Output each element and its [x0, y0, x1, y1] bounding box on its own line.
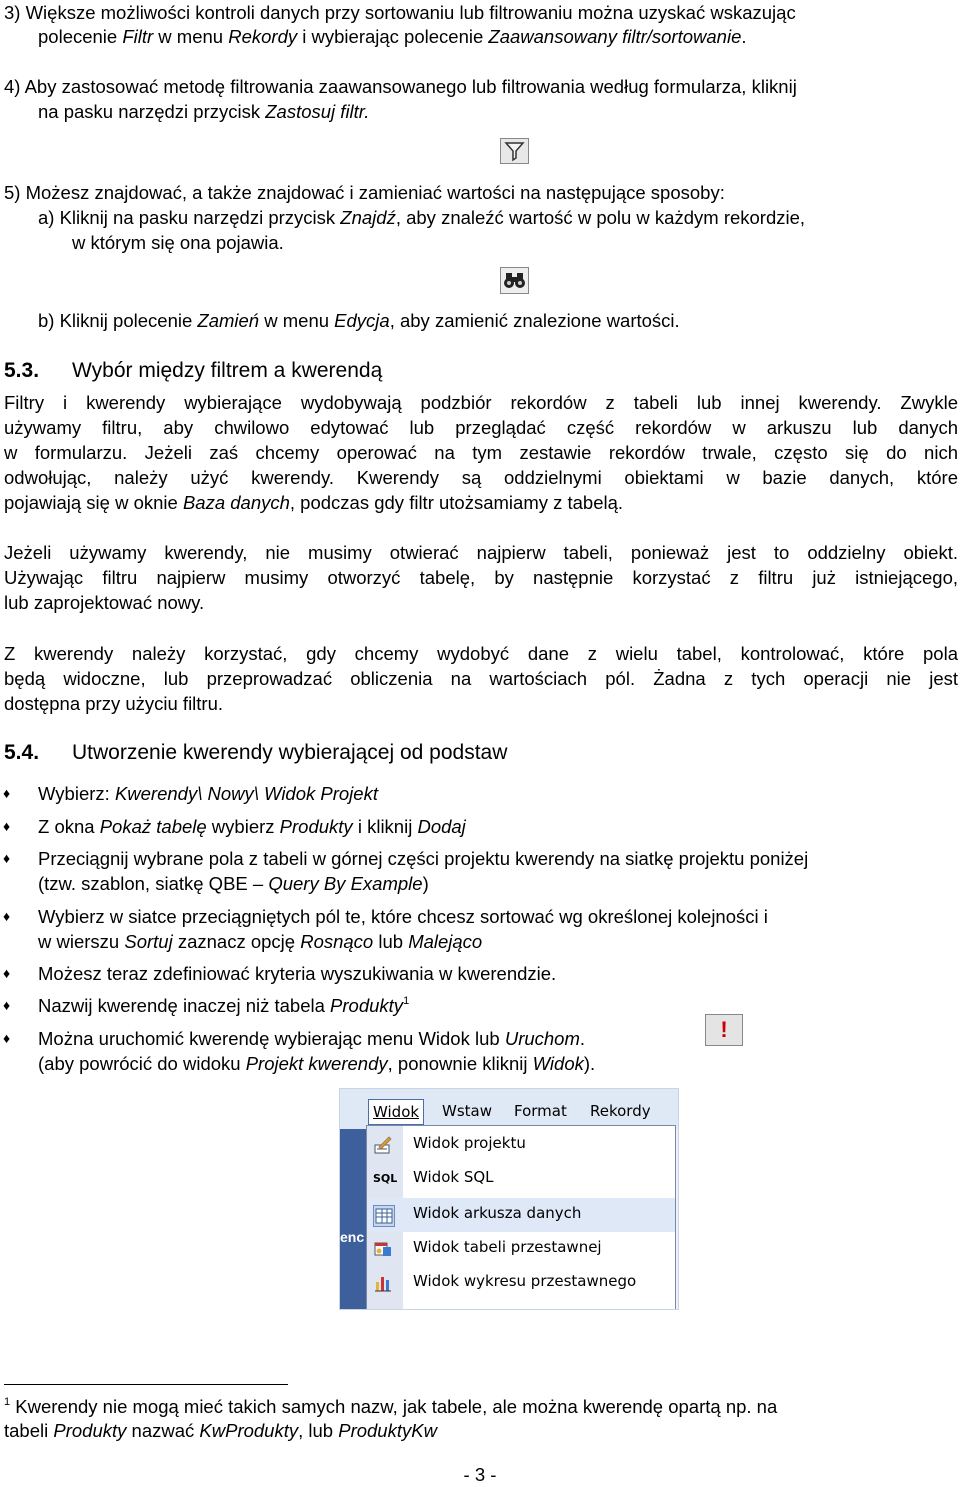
item5-a-line2: w którym się ona pojawia.: [72, 232, 284, 253]
menu-item-pivot-table-view[interactable]: Widok tabeli przestawnej: [367, 1232, 675, 1266]
filter-icon: [500, 138, 529, 164]
section-53-heading: 5.3. Wybór między filtrem a kwerendą: [4, 359, 383, 382]
menu-rekordy[interactable]: Rekordy: [590, 1102, 651, 1120]
menu-widok[interactable]: Widok: [368, 1099, 424, 1125]
step-2: Z okna Pokaż tabelę wybierz Produkty i kliknij Dodaj: [38, 816, 466, 837]
item5-b: b) Kliknij polecenie Zamień w menu Edycja, aby zamienić znalezione wartości.: [38, 310, 680, 331]
step-6: Nazwij kwerendę inaczej niż tabela Produkty$^1$: [38, 995, 410, 1016]
bullet-icon: ♦: [3, 818, 11, 834]
bullet-icon: ♦: [3, 1030, 11, 1046]
step-7-line2: (aby powrócić do widoku Projekt kwerendy, ponownie kliknij Widok).: [38, 1053, 596, 1074]
footnote-line1: $^1$ Kwerendy nie mogą mieć takich samych nazw, jak tabele, ale można kwerendę opartą np. na: [4, 1396, 778, 1417]
item3-line2: polecenie Filtr w menu Rekordy i wybierając polecenie Zaawansowany filtr/sortowanie.: [38, 26, 747, 47]
step-4-line1: Wybierz w siatce przeciągniętych pól te, które chcesz sortować wg określonej kolejności i: [38, 906, 768, 927]
design-view-icon: [373, 1135, 393, 1155]
item5-a-line1: a) Kliknij na pasku narzędzi przycisk Znajdź, aby znaleźć wartość w polu w każdym rekordzie,: [38, 207, 806, 228]
step-7-line1: Można uruchomić kwerendę wybierając menu Widok lub Uruchom.: [38, 1028, 586, 1049]
section-54-heading: 5.4. Utworzenie kwerendy wybierającej od podstaw: [4, 741, 508, 764]
pivot-chart-icon: [373, 1273, 393, 1293]
menu-item-pivot-chart-view[interactable]: Widok wykresu przestawnego: [367, 1266, 675, 1300]
sql-icon: SQL: [373, 1172, 398, 1185]
step-3-line1: Przeciągnij wybrane pola z tabeli w górnej części projektu kwerendy na siatkę projektu poniżej: [38, 848, 809, 869]
bullet-icon: ♦: [3, 908, 11, 924]
step-1: Wybierz: Kwerendy\ Nowy\ Widok Projekt: [38, 783, 378, 804]
step-4-line2: w wierszu Sortuj zaznacz opcję Rosnąco lub Malejąco: [38, 931, 483, 952]
view-menu-screenshot: [339, 1088, 679, 1310]
menu-item-datasheet-view[interactable]: Widok arkusza danych: [367, 1198, 675, 1232]
item4-line1: 4) Aby zastosować metodę filtrowania zaawansowanego lub filtrowania według formularza, kliknij: [4, 76, 797, 97]
footnote-line2: tabeli Produkty nazwać KwProdukty, lub ProduktyKw: [4, 1420, 437, 1441]
bullet-icon: ♦: [3, 997, 11, 1013]
bullet-icon: ♦: [3, 785, 11, 801]
run-icon: !: [705, 1014, 743, 1046]
step-5: Możesz teraz zdefiniować kryteria wyszukiwania w kwerendzie.: [38, 963, 557, 984]
item4-line2: na pasku narzędzi przycisk Zastosuj filtr.: [38, 101, 370, 122]
binoculars-icon: [500, 267, 529, 294]
step-3-line2: (tzw. szablon, siatkę QBE – Query By Example): [38, 873, 429, 894]
menu-item-design-view[interactable]: Widok projektu: [367, 1128, 675, 1162]
menu-format[interactable]: Format: [514, 1102, 567, 1120]
footnote-separator: [4, 1384, 288, 1385]
menu-bar: [340, 1089, 679, 1129]
section53-para3: Z kwerendy należy korzystać, gdy chcemy wydobyć dane z wielu tabel, kontrolować, które pola będą widoczne, lub przeprowadzać obliczenia na wartościach pól. Żadna z tych operacji nie jest dostępna przy użyciu filtru.: [4, 643, 958, 714]
datasheet-icon: [373, 1205, 395, 1227]
bullet-icon: ♦: [3, 965, 11, 981]
menu-item-sql-view[interactable]: SQL Widok SQL: [367, 1162, 675, 1196]
item5-line1: 5) Możesz znajdować, a także znajdować i zamieniać wartości na następujące sposoby:: [4, 182, 725, 203]
pivot-table-icon: [373, 1239, 393, 1259]
background-window-strip: enc: [340, 1129, 366, 1310]
section53-para2: Jeżeli używamy kwerendy, nie musimy otwierać najpierw tabeli, ponieważ jest to oddzielny obiekt. Używając filtru najpierw musimy otworzyć tabelę, by następnie korzystać z filtru już istniejącego, lub zaprojektować nowy.: [4, 542, 958, 613]
bullet-icon: ♦: [3, 850, 11, 866]
item3-line1: 3) Większe możliwości kontroli danych przy sortowaniu lub filtrowaniu można uzyskać wskazując: [4, 2, 796, 23]
page-number: - 3 -: [463, 1464, 497, 1485]
view-dropdown: [366, 1125, 676, 1310]
menu-wstaw[interactable]: Wstaw: [442, 1102, 492, 1120]
section53-para1: Filtry i kwerendy wybierające wydobywają podzbiór rekordów z tabeli lub innej kwerendy. Zwykle używamy filtru, aby chwilowo edytować lub przeglądać część rekordów w arkuszu lub danych w formularzu. Jeżeli zaś chcemy operować na tym zestawie rekordów trwale, często się do nich odwołując, należy użyć kwerendy. Kwerendy są oddzielnymi obiektami w bazie danych, które pojawiają się w oknie Baza danych, podczas gdy filtr utożsamiamy z tabelą.: [4, 392, 958, 513]
